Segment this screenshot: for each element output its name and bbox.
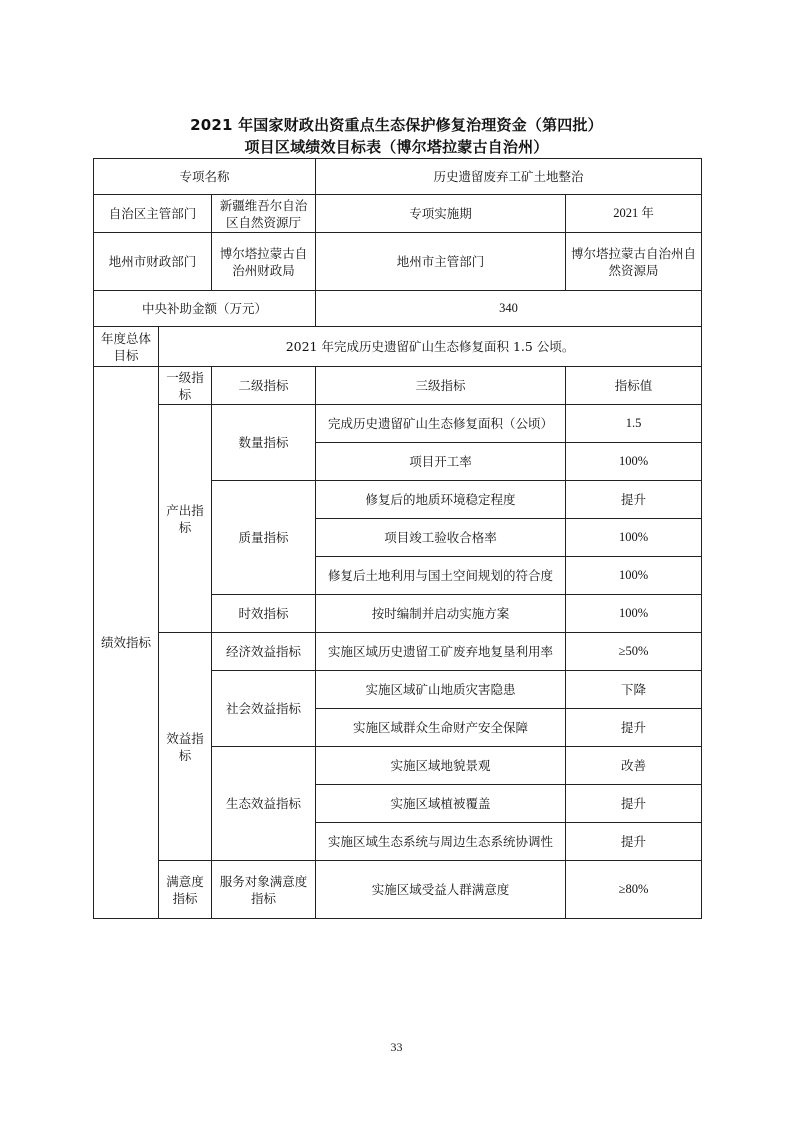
service-satisfaction-label: 服务对象满意度指标 — [212, 861, 316, 919]
page-number: 33 — [390, 1040, 403, 1054]
indicator-value: ≥50% — [566, 633, 702, 671]
indicator-name: 实施区域地貌景观 — [316, 747, 566, 785]
indicator-value: 100% — [566, 557, 702, 595]
document-title-line2: 项目区域绩效目标表（博尔塔拉蒙古自治州） — [244, 138, 549, 156]
col-level2-header: 二级指标 — [212, 367, 316, 405]
indicator-value: 100% — [566, 443, 702, 481]
indicator-row — [94, 861, 702, 919]
indicator-name: 实施区域生态系统与周边生态系统协调性 — [316, 823, 566, 861]
satisfaction-indicator-label: 满意度指标 — [159, 861, 212, 919]
region-dept-label: 自治区主管部门 — [94, 195, 212, 233]
col-level3-header: 三级指标 — [316, 367, 566, 405]
indicator-value: 提升 — [566, 785, 702, 823]
indicator-name: 修复后的地质环境稳定程度 — [316, 481, 566, 519]
indicator-value: ≥80% — [566, 861, 702, 919]
indicator-row — [94, 405, 702, 443]
pref-dept-label: 地州市主管部门 — [316, 233, 566, 291]
project-name-value: 历史遗留废弃工矿土地整治 — [316, 159, 702, 195]
subsidy-label: 中央补助金额（万元） — [94, 291, 316, 327]
indicator-value: 改善 — [566, 747, 702, 785]
output-indicator-label: 产出指标 — [159, 405, 212, 633]
indicator-value: 1.5 — [566, 405, 702, 443]
pref-finance-value: 博尔塔拉蒙古自治州财政局 — [212, 233, 316, 291]
annual-goal-label: 年度总体目标 — [94, 327, 159, 367]
project-name-row — [94, 159, 702, 195]
region-dept-value: 新疆维吾尔自治区自然资源厅 — [212, 195, 316, 233]
indicator-name: 项目竣工验收合格率 — [316, 519, 566, 557]
indicator-row — [94, 633, 702, 671]
quantity-indicator-label: 数量指标 — [212, 405, 316, 481]
col-value-header: 指标值 — [566, 367, 702, 405]
period-value: 2021 年 — [566, 195, 702, 233]
pref-finance-label: 地州市财政部门 — [94, 233, 212, 291]
indicator-name: 实施区域矿山地质灾害隐患 — [316, 671, 566, 709]
indicator-value: 100% — [566, 519, 702, 557]
indicator-value: 提升 — [566, 823, 702, 861]
performance-target-table — [93, 158, 702, 919]
indicator-name: 实施区域植被覆盖 — [316, 785, 566, 823]
indicator-name: 完成历史遗留矿山生态修复面积（公顷） — [316, 405, 566, 443]
indicator-name: 按时编制并启动实施方案 — [316, 595, 566, 633]
indicator-header-row — [94, 367, 702, 405]
col-level1-header: 一级指标 — [159, 367, 212, 405]
indicator-value: 下降 — [566, 671, 702, 709]
indicator-value: 提升 — [566, 481, 702, 519]
region-dept-row — [94, 195, 702, 233]
indicator-name: 实施区域群众生命财产安全保障 — [316, 709, 566, 747]
indicator-name: 实施区域历史遗留工矿废弃地复垦利用率 — [316, 633, 566, 671]
indicator-name: 实施区域受益人群满意度 — [316, 861, 566, 919]
economic-indicator-label: 经济效益指标 — [212, 633, 316, 671]
pref-dept-row — [94, 233, 702, 291]
social-indicator-label: 社会效益指标 — [212, 671, 316, 747]
benefit-indicator-label: 效益指标 — [159, 633, 212, 861]
ecological-indicator-label: 生态效益指标 — [212, 747, 316, 861]
annual-goal-value: 2021 年完成历史遗留矿山生态修复面积 1.5 公顷。 — [159, 327, 702, 367]
subsidy-row — [94, 291, 702, 327]
quality-indicator-label: 质量指标 — [212, 481, 316, 595]
indicator-value: 提升 — [566, 709, 702, 747]
pref-dept-value: 博尔塔拉蒙古自治州自然资源局 — [566, 233, 702, 291]
indicator-name: 项目开工率 — [316, 443, 566, 481]
timeliness-indicator-label: 时效指标 — [212, 595, 316, 633]
annual-goal-row — [94, 327, 702, 367]
subsidy-value: 340 — [316, 291, 702, 327]
indicator-name: 修复后土地利用与国土空间规划的符合度 — [316, 557, 566, 595]
indicator-value: 100% — [566, 595, 702, 633]
document-title-line1: 2021 年国家财政出资重点生态保护修复治理资金（第四批） — [190, 116, 603, 134]
project-name-label: 专项名称 — [94, 159, 316, 195]
indicator-group-label: 绩效指标 — [94, 367, 159, 919]
period-label: 专项实施期 — [316, 195, 566, 233]
